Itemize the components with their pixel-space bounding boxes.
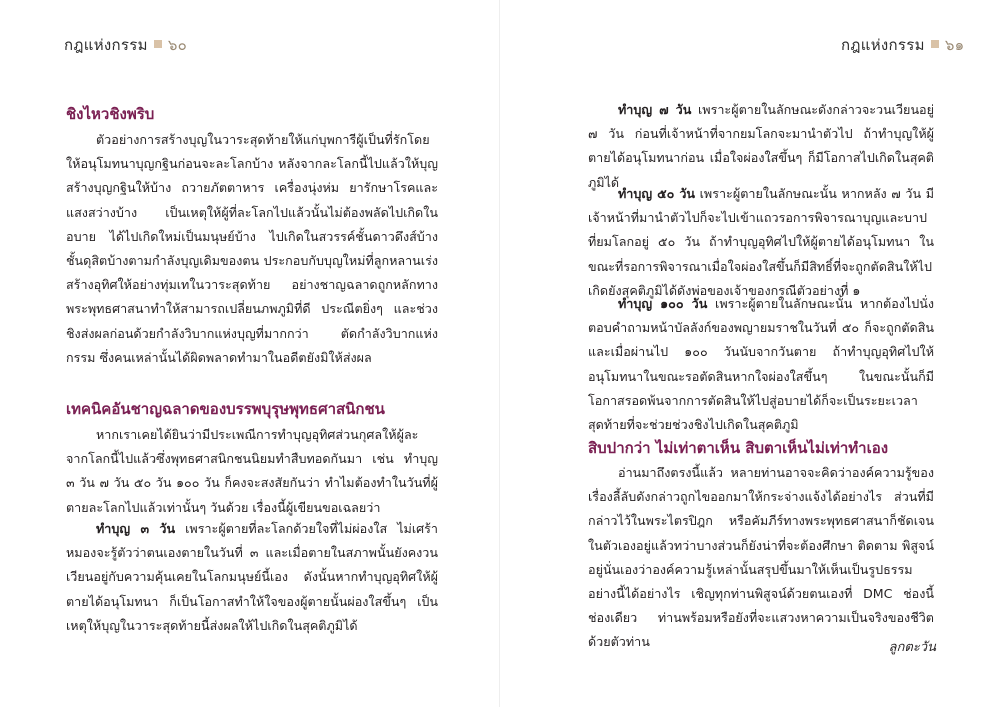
book-title: กฎแห่งกรรม (841, 36, 925, 54)
item-text: เพราะผู้ตายในลักษณะนั้น หากหลัง ๗ วัน มีเจ้าหน้าที่มานำตัวไปก็จะไปเข้าแถวรอการพิจารณาบุญและบาปที่ยมโลกอยู่ ๕๐ วัน ถ้าทำบุญอุทิศไปให้ผู้ตายได้อนุโมทนา ในขณะที่รอการพิจารณาเมื่อใจผ่องใสขึ้นก็มีสิทธิ์ที่จะถูกตัดสินให้ไปเกิดยังสุคติภูมิได้ดังพ่อของเจ้าของกรณีตัวอย่างที่ ๑ (588, 186, 934, 298)
book-title: กฎแห่งกรรม (64, 36, 148, 54)
running-head-left (64, 33, 187, 57)
section-heading: ชิงไหวชิงพริบ (66, 105, 155, 123)
item-lead: ทำบุญ ๓ วัน (96, 521, 176, 536)
right-page (500, 0, 1000, 707)
item-text: เพราะผู้ตายที่ละโลกด้วยใจที่ไม่ผ่องใส ไม่เศร้าหมองจะรู้ตัวว่าตนเองตายในวันที่ ๓ และเมื่อตายในสภาพนั้นยังคงวนเวียนอยู่กับความคุ้นเคยในโลกมนุษย์นี้เอง ดังนั้นหากทำบุญอุทิศให้ผู้ตายได้อนุโมทนา ก็เป็นโอกาสทำให้ใจของผู้ตายนั้นผ่องใสขึ้นๆ เป็นเหตุให้บุญในวาระสุดท้ายนี้ส่งผลให้ไปเกิดในสุคติภูมิได้ (66, 521, 438, 633)
item-lead: ทำบุญ ๗ วัน (618, 102, 692, 117)
item-lead: ทำบุญ ๕๐ วัน (618, 186, 695, 201)
square-ornament-icon (931, 40, 939, 48)
author-signature: ลูกตะวัน (888, 640, 936, 655)
item-lead: ทำบุญ ๑๐๐ วัน (618, 296, 708, 311)
running-head-right (841, 33, 964, 57)
body-paragraph: หากเราเคยได้ยินว่ามีประเพณีการทำบุญอุทิศส่วนกุศลให้ผู้ละจากโลกนี้ไปแล้วซึ่งพุทธศาสนิกชนนิยมทำสืบทอดกันมา เช่น ทำบุญ ๓ วัน ๗ วัน ๕๐ วัน ๑๐๐ วัน ก็คงจะสงสัยกันว่า ทำไมต้องทำในวันที่ผู้ตายละโลกไปแล้วเท่านั้นๆ วันด้วย เรื่องนี้ผู้เขียนขอเฉลยว่า (66, 427, 438, 515)
item-text: เพราะผู้ตายในลักษณะดังกล่าวจะวนเวียนอยู่ ๗ วัน ก่อนที่เจ้าหน้าที่จากยมโลกจะมานำตัวไป ถ้าทำบุญให้ผู้ตายได้อนุโมทนาก่อน เมื่อใจผ่องใสขึ้นๆ ก็มีโอกาสไปเกิดในสุคติภูมิได้ (588, 102, 934, 190)
item-text: เพราะผู้ตายในลักษณะนั้น หากต้องไปนั่งตอบคำถามหน้าบัลลังก์ของพญายมราชในวันที่ ๕๐ ก็จะถูกตัดสิน และเมื่อผ่านไป ๑๐๐ วันนับจากวันตาย ถ้าทำบุญอุทิศไปให้อนุโมทนาในขณะรอตัดสินหากใจผ่องใสขึ้นๆ ในขณะนั้นก็มีโอกาสรอดพ้นจากการตัดสินให้ไปสู่อบายได้ก็จะเป็นระยะเวลาสุดท้ายที่จะช่วยช่วงชิงไปเกิดในสุคติภูมิ (588, 296, 934, 433)
body-paragraph: ตัวอย่างการสร้างบุญในวาระสุดท้ายให้แก่บุพการีผู้เป็นที่รักโดยให้อนุโมทนาบุญกฐินก่อนจะละโลกบ้าง หลังจากละโลกนี้ไปแล้วให้บุญสร้างบุญกฐินให้บ้าง ถวายภัตตาหาร เครื่องนุ่งห่ม ยารักษาโรคและแสงสว่างบ้าง เป็นเหตุให้ผู้ที่ละโลกไปแล้วนั้นไม่ต้องพลัดไปเกิดในอบาย ได้ไปเกิดใหม่เป็นมนุษย์บ้าง ไปเกิดในสวรรค์ชั้นดาวดึงส์บ้าง ชั้นดุสิตบ้างตามกำลังบุญเดิมของตน ประกอบกับบุญใหม่ที่ลูกหลานเร่งสร้างอุทิศให้อย่างทุ่มเทในวาระสุดท้าย อย่างชาญฉลาดถูกหลักทางพระพุทธศาสนาทำให้สามารถเปลี่ยนภพภูมิที่ดี ประณีตยิ่งๆ และช่วงชิงส่งผลก่อนด้วยกำลังวิบากแห่งบุญที่มากกว่า ตัดกำลังวิบากแห่งกรรม ซึ่งคนเหล่านั้นได้ผิดพลาดทำมาในอดีตยังมิให้ส่งผล (66, 132, 438, 365)
page-number: ๖๐ (167, 36, 188, 54)
body-paragraph (588, 182, 934, 303)
section-heading: สิบปากว่า ไม่เท่าตาเห็น สิบตาเห็นไม่เท่าทำเอง (588, 439, 889, 457)
body-paragraph (588, 292, 934, 437)
page-number: ๖๑ (944, 36, 965, 54)
body-paragraph: อ่านมาถึงตรงนี้แล้ว หลายท่านอาจจะคิดว่าองค์ความรู้ของเรื่องลี้ลับดังกล่าวถูกไขออกมาให้กระจ่างแจ้งได้อย่างไร ส่วนที่มีกล่าวไว้ในพระไตรปิฎก หรือคัมภีร์ทางพระพุทธศาสนาก็ชัดเจนในตัวเองอยู่แล้วทว่าบางส่วนก็ยังน่าที่จะต้องศึกษา ติดตาม พิสูจน์อยู่นั่นเองว่าองค์ความรู้เหล่านั้นสรุปขึ้นมาให้เห็นเป็นรูปธรรมอย่างนี้ได้อย่างไร เชิญทุกท่านพิสูจน์ด้วยตนเองที่ DMC ช่องนี้ช่องเดียว ท่านพร้อมหรือยังที่จะแสวงหาความเป็นจริงของชีวิตด้วยตัวท่าน (588, 465, 934, 650)
body-paragraph (66, 517, 438, 638)
section-heading: เทคนิคอันชาญฉลาดของบรรพบุรุษพุทธศาสนิกชน (66, 400, 385, 418)
square-ornament-icon (154, 40, 162, 48)
body-paragraph (588, 98, 934, 195)
